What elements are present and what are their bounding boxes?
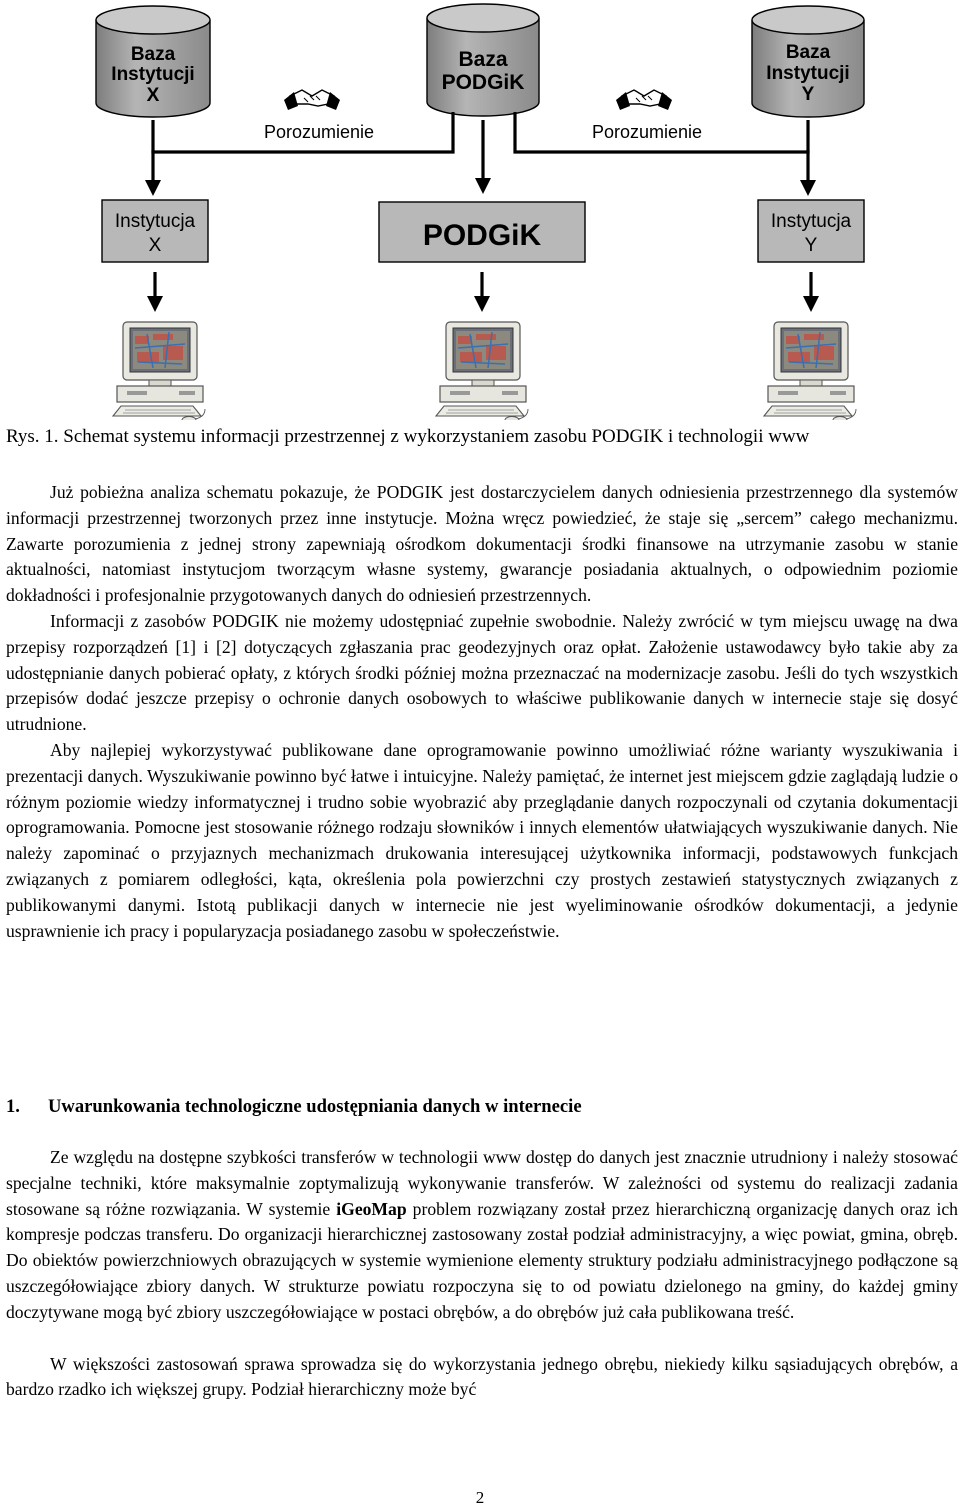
paragraph: Informacji z zasobów PODGIK nie możemy udostępniać zupełnie swobodnie. Należy zwrócić w tym miejscu uwagę na dwa przepisy rozporządzeń [1] i [2] dotyczących zgłaszania prac geodezyjnych oraz opłat. Założenie ustawodawcy było takie aby za udostępnianie danych pobierać opłaty, z których środki później można przeznaczać na modernizacje zasobu. Jeśli do tych wszystkich przepisów dodać jeszcze przepisy o ochronie danych osobowych to właściwe publikowanie danych w internecie staje się dosyć utrudnione. (6, 610, 958, 735)
system-diagram (0, 0, 960, 420)
paragraph: W większości zastosowań sprawa sprowadza się do wykorzystania jednego obrębu, niekiedy kilku sąsiadujących obrębów, a bardzo rzadko ich większej grupy. Podział hierarchiczny może być (6, 1353, 958, 1400)
institution-x-box (102, 200, 208, 262)
database-x-line1: Baza (130, 44, 176, 65)
podgik-box (379, 202, 585, 262)
section-number: 1. (6, 1096, 20, 1117)
institution-y-box (758, 200, 864, 262)
system-name: iGeoMap (336, 1198, 407, 1219)
database-y-cylinder (752, 6, 864, 117)
database-x-line3: X (146, 85, 160, 106)
institution-y-line2: Y (804, 235, 818, 256)
computer-icon (436, 322, 528, 420)
database-y-line1: Baza (785, 42, 831, 63)
institution-y-line1: Instytucja (770, 211, 852, 232)
arrow-down-icon (474, 272, 490, 312)
handshake-icon (284, 90, 340, 110)
computer-icon (113, 322, 205, 420)
section-heading (6, 1096, 582, 1118)
body-section-1 (6, 480, 958, 944)
agreement-label-right: Porozumienie (591, 122, 703, 142)
podgik-box-line1: PODGiK (422, 219, 542, 252)
paragraph-text-before: Ze względu na dostępne szybkości transferów w technologii www dostęp do danych jest znacznie utrudniony i należy stosować specjalne techniki, które maksymalnie zoptymalizują wykonywanie transferów. W zależności od systemu do realizacji zadania stosowane są różne rozwiązania. W systemie (6, 1147, 958, 1219)
institution-x-line1: Instytucja (114, 211, 196, 232)
arrow-head-center (475, 178, 491, 194)
figure-caption: Rys. 1. Schemat systemu informacji przestrzennej z wykorzystaniem zasobu PODGIK i technologii www (6, 426, 810, 447)
database-x-line2: Instytucji (111, 64, 195, 85)
arrow-head-right (800, 180, 816, 196)
paragraph: Aby najlepiej wykorzystywać publikowane dane oprogramowanie powinno umożliwiać różne warianty wyszukiwania i prezentacji danych. Wyszukiwanie powinno być łatwe i intuicyjne. Należy pamiętać, że internet jest miejscem gdzie zaglądają ludzie o różnym poziomie wiedzy informatycznej i trudno sobie wyobrazić aby przeglądanie danych rozpoczynali od czytania dokumentacji oprogramowania. Pomocne jest stosowanie różnego rodzaju słowników i innych elementów ułatwiających wyszukiwanie danych. Nie należy zapominać o przyjaznych mechanizmach drukowania interesującej użytkownika informacji, podstawowych funkcjach związanych z pomiarem odległości, kąta, określenia pola powierzchni czy prostych zestawień statystycznych związanych z publikowanymi danymi. Istotą publikacji danych w internecie nie jest wyeliminowanie ośrodków dokumentacji, a jedynie usprawnienie ich pracy i popularyzacja posiadanego zasobu w społeczeństwie. (6, 739, 958, 941)
database-podgik-line2: PODGiK (441, 71, 525, 94)
database-y-line2: Instytucji (766, 63, 850, 84)
paragraph-text-after: problem rozwiązany został przez hierarchiczną organizację danych oraz ich kompresje podczas transferu. Do organizacji hierarchicznej zastosowany został podział administracyjny, a więc powiat, gmina, obręb. Do obiektów powierzchniowych obrazujących w systemie wymienione elementy struktury podziału administracyjnego podłączone są uszczegółowiające zbiory danych. W strukturze powiatu rozpoczyna się to od powiatu dzielonego na gminy, do każdej gminy doczytywane mogą być zbiory uszczegółowiające w postaci obrębów, a do obrębów już cała publikowana treść. (6, 1198, 958, 1322)
database-y-line3: Y (801, 84, 815, 105)
database-podgik-line1: Baza (458, 48, 508, 71)
computer-icon (764, 322, 856, 420)
agreement-label-left: Porozumienie (263, 122, 375, 142)
body-section-2 (6, 1145, 958, 1403)
institution-x-line2: X (148, 235, 162, 256)
database-podgik-cylinder (427, 4, 539, 116)
paragraph (6, 1145, 958, 1326)
page-number: 2 (475, 1488, 485, 1507)
section-title: Uwarunkowania technologiczne udostępniania danych w internecie (48, 1096, 582, 1117)
paragraph: Już pobieżna analiza schematu pokazuje, że PODGIK jest dostarczycielem danych odniesienia przestrzennego dla systemów informacji przestrzennej tworzonych przez inne instytucje. Można wręcz powiedzieć, że staje się „sercem” całego mechanizmu. Zawarte porozumienia z jednej strony zapewniają ośrodkom dokumentacji środki finansowe na utrzymanie zasobu w stanie aktualności, natomiast instytucjom tworzącym własne systemy, gwarancje posiadania aktualnych, o odpowiednim poziomie dokładności i profesjonalnie przygotowanych danych do odniesień przestrzennych. (6, 482, 958, 606)
arrow-down-icon (147, 272, 163, 312)
database-x-cylinder (96, 6, 210, 117)
handshake-icon (616, 90, 672, 110)
arrow-down-icon (803, 272, 819, 312)
